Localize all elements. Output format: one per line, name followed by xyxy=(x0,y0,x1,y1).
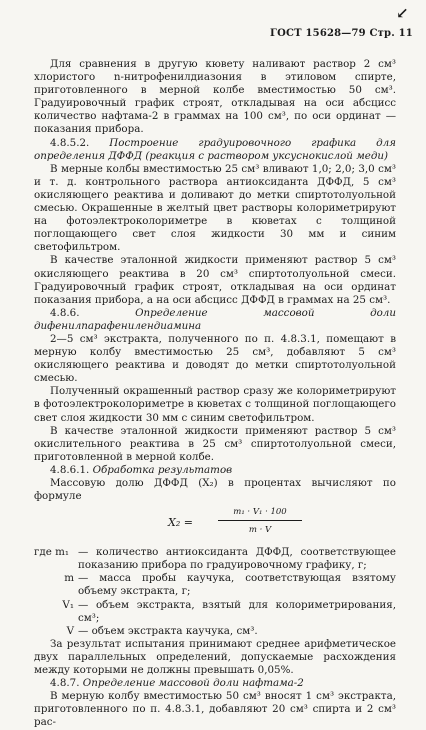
definition-row xyxy=(34,625,396,638)
definition-symbol: V xyxy=(66,624,74,637)
section-number: 4.8.7. xyxy=(50,677,83,690)
section-heading xyxy=(34,677,396,690)
formula xyxy=(34,505,396,543)
definition-text: — масса пробы каучука, соответствующая взятому объему экстракта, г; xyxy=(78,572,396,598)
page-header: ГОСТ 15628—79 Стр. 11 xyxy=(270,28,413,39)
definition-symbol: V₁ xyxy=(62,598,74,611)
section-title: Обработка результатов xyxy=(92,463,233,476)
definition-symbol: m xyxy=(64,572,74,585)
section-title: Определение массовой доли нафтама-2 xyxy=(82,677,304,690)
section-heading xyxy=(34,137,396,163)
definition-text: — объем экстракта, взятый для колориметрирования, см³; xyxy=(78,598,396,624)
paragraph: Массовую долю ДФФД (X₂) в процентах вычисляют по формуле xyxy=(34,477,396,503)
definition-text: — количество антиоксиданта ДФФД, соответствующее показанию прибора по градуировочному графику, г; xyxy=(78,546,396,572)
paragraph: В качестве эталонной жидкости применяют раствор 5 см³ окислительного реактива в 25 см³ спиртотолуольной смеси, приготовленной в мерной колбе. xyxy=(34,424,396,463)
paragraph: В мерную колбу вместимостью 50 см³ вносят 1 см³ экстракта, приготовленного по п. 4.8.3.1, добавляют 20 см³ спирта и 2 см³ рас- xyxy=(34,690,396,729)
corner-mark: ↙ xyxy=(396,4,409,22)
section-number: 4.8.6.1. xyxy=(50,463,93,476)
section-heading xyxy=(34,464,396,477)
definition-row xyxy=(34,546,396,572)
formula-numerator: m₁ · V₁ · 100 xyxy=(233,507,287,518)
definition-symbol: где m₁ xyxy=(34,546,69,559)
section-number: 4.8.5.2. xyxy=(50,136,110,149)
fraction-bar xyxy=(218,520,302,521)
definition-text: — объем экстракта каучука, см³. xyxy=(78,624,258,637)
definition-list xyxy=(34,546,396,638)
section-title: Построение градуировочного графика для определения ДФФД (реакция с раствором уксуснокислой меди) xyxy=(34,136,396,162)
section-number: 4.8.6. xyxy=(50,306,136,319)
paragraph: 2—5 см³ экстракта, полученного по п. 4.8.3.1, помещают в мерную колбу вместимостью 25 см³, добавляют 5 см³ окисляющего реактива и доводят до метки спиртотолуольной смесью. xyxy=(34,332,396,385)
formula-lhs: X₂ = xyxy=(168,516,193,530)
section-heading xyxy=(34,307,396,333)
document-body xyxy=(34,58,396,730)
formula-denominator: m · V xyxy=(248,525,272,536)
paragraph: В мерные колбы вместимостью 25 см³ вливают 1,0; 2,0; 3,0 см³ и т. д. контрольного раствора антиоксиданта ДФФД, 5 см³ окисляющего реактива и доливают до метки спиртотолуольной смесью. Окрашенные в желтый цвет растворы колориметрируют на фотоэлектроколориметре в кюветах с толщиной поглощающего свет слоя жидкости 30 мм и синим светофильтром. xyxy=(34,162,396,254)
paragraph: Для сравнения в другую кювету наливают раствор 2 см³ хлористого n-нитрофенилдиазония в этиловом спирте, приготовленного в мерной колбе вместимостью 50 см³. Градуировочный график строят, откладывая на оси абсцисс количество нафтама-2 в граммах на 100 см³, по оси ординат — показания прибора. xyxy=(34,58,396,136)
paragraph: За результат испытания принимают среднее арифметическое двух параллельных определений, допускаемые расхождения между которыми не должны превышать 0,05%. xyxy=(34,637,396,677)
paragraph: Полученный окрашенный раствор сразу же колориметрируют в фотоэлектроколориметре в кюветах с толщиной поглощающего свет слоя жидкости 30 мм с синим светофильтром. xyxy=(34,385,396,424)
section-title: Определение массовой доли дифенилпарафенилендиамина xyxy=(34,306,396,332)
definition-row xyxy=(34,572,396,598)
paragraph: В качестве эталонной жидкости применяют раствор 5 см³ окисляющего реактива в 20 см³ спиртотолуольной смеси. Градуировочный график строят, откладывая на оси ординат показания прибора, а на оси абсцисс ДФФД в граммах на 25 см³. xyxy=(34,254,396,306)
definition-row xyxy=(34,599,396,625)
